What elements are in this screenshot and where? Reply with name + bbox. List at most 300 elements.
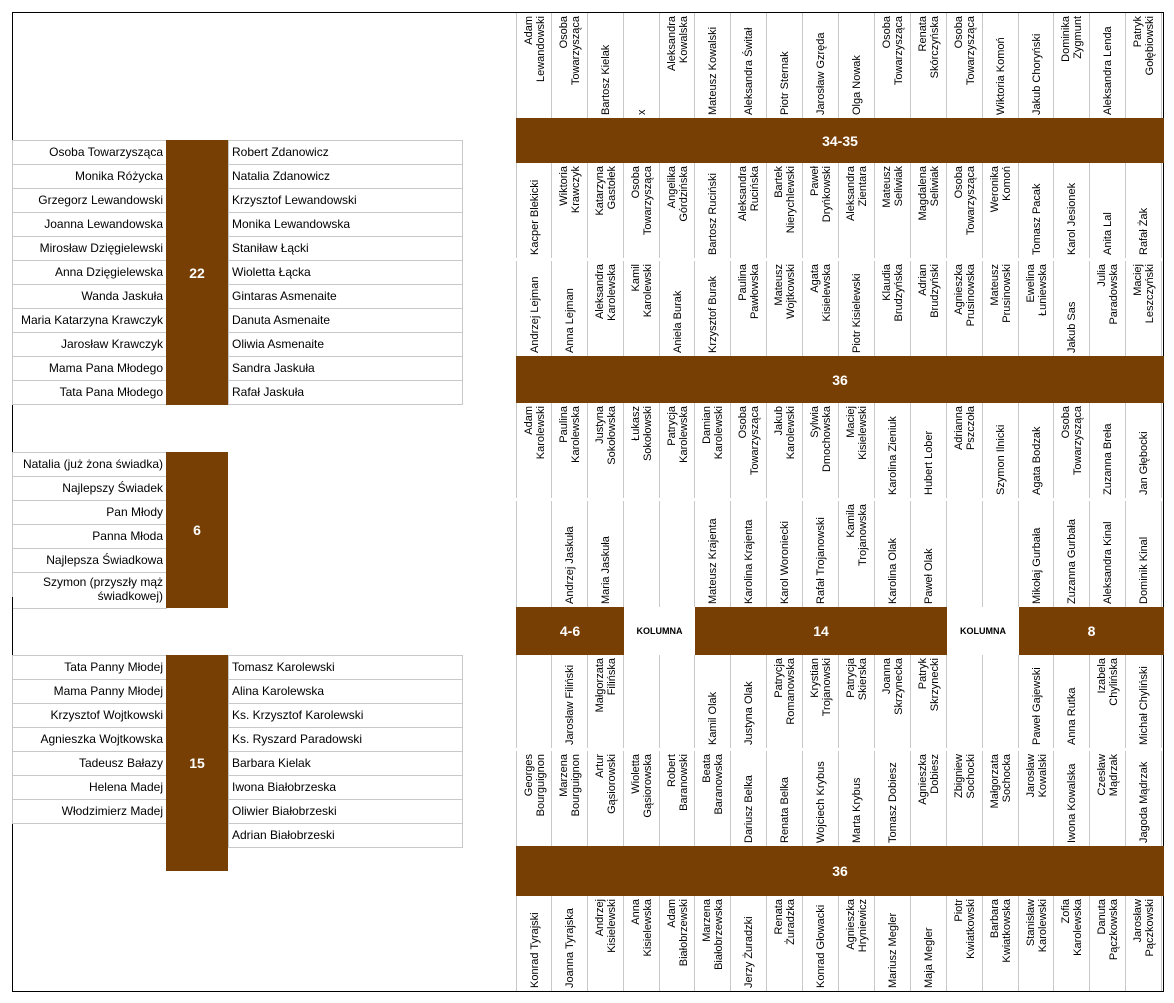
guest-name: Mama Panny Młodej (53, 684, 163, 698)
guest-name-line: Kisielewski (857, 406, 870, 460)
seat-cell (1055, 501, 1091, 607)
seat-cell (624, 751, 660, 846)
seat-cell (1090, 896, 1126, 991)
guest-name-line: Komoń (1000, 166, 1013, 201)
seat-cell (624, 261, 660, 356)
guest-name: Wioletta Łącka (232, 265, 311, 279)
guest-row (229, 680, 462, 704)
guest-name (666, 899, 690, 988)
guest-name: Monika Różycka (74, 169, 163, 183)
seat-cell (1019, 163, 1055, 258)
guest-name-line: Zbigniew (952, 754, 965, 799)
table-band: 34-35 (516, 118, 1164, 163)
guest-name-line: Wojtkowski (785, 264, 798, 319)
seat-cell (1126, 751, 1162, 846)
seat-cell (911, 261, 947, 356)
guest-row (13, 525, 167, 549)
guest-name-line: Sylwia (809, 406, 822, 438)
guest-name-line: Baranowski (677, 754, 690, 811)
guest-name-line: Renata Belka (779, 776, 792, 843)
guest-name-line: Sochocki (964, 754, 977, 799)
guest-name (773, 406, 797, 495)
guest-name-line: Angelika (665, 166, 678, 209)
guest-name-line: Leszczyński (1144, 264, 1157, 324)
guest-name (743, 899, 755, 988)
guest-name-line: Damian (701, 406, 714, 444)
seat-cell (803, 13, 839, 118)
guest-row (13, 752, 167, 776)
guest-name (953, 16, 977, 115)
guest-name-line: Brudzyńska (892, 264, 905, 322)
table-15-right-list (228, 655, 463, 848)
guest-row (229, 656, 462, 680)
guest-name (1132, 899, 1156, 988)
guest-row (13, 357, 167, 381)
seat-cell (911, 403, 947, 498)
guest-name (1066, 264, 1078, 353)
guest-name (845, 166, 869, 255)
guest-name-line: Karolewska (569, 406, 582, 463)
guest-name-line: Anna Lejman (563, 288, 576, 353)
guest-name-line: Hubert Lober (922, 430, 935, 495)
guest-row (229, 237, 462, 261)
guest-name (630, 406, 654, 495)
guest-name: Oliwier Białobrzeski (232, 804, 337, 818)
guest-name (851, 264, 863, 353)
seat-cell (516, 896, 552, 991)
guest-name (917, 658, 941, 745)
guest-name-line: Lewandowski (534, 16, 547, 83)
guest-row (229, 309, 462, 333)
guest-name-line: Aleksandra Świtał (743, 27, 756, 115)
guest-name (917, 754, 941, 843)
seat-cell (1090, 261, 1126, 356)
guest-name-line: Mateusz Krajenta (707, 518, 720, 604)
guest-name-line: Paradowska (1108, 264, 1121, 325)
guest-name-line: Aleksandra (593, 264, 606, 320)
guest-name-line: Anna (629, 899, 642, 925)
guest-name-line: Karolewski (713, 406, 726, 460)
guest-name-line: Bourguignon (534, 754, 547, 817)
seat-cell (552, 403, 588, 498)
guest-name-line: Dmochowska (821, 406, 834, 473)
guest-name-line: Skierska (857, 658, 870, 701)
guest-name-line: Paweł Gajewski (1030, 667, 1043, 745)
guest-name: Natalia (już żona świadka) (22, 457, 163, 471)
table-band: 4-6 (516, 607, 624, 655)
seat-cell (767, 501, 803, 607)
guest-name: Panna Młoda (92, 529, 163, 543)
guest-name-line: Łukasz (629, 406, 642, 441)
seat-cell (911, 896, 947, 991)
guest-name-line: Stanisław (1024, 899, 1037, 947)
guest-name-line: Bourguignon (569, 754, 582, 817)
guest-name-line: Adrian (916, 264, 929, 296)
guest-name-line: Bartosz Kielak (599, 44, 612, 115)
guest-name: Danuta Asmenaite (232, 313, 331, 327)
seat-cell (839, 261, 875, 356)
seat-cell (1019, 501, 1055, 607)
guest-name (743, 504, 755, 604)
guest-name (743, 754, 755, 843)
guest-name-line: Sokołowski (641, 406, 654, 462)
guest-name-line: Gąsiorowski (605, 754, 618, 814)
guest-name-line: Baranowska (713, 754, 726, 815)
guest-name-line: Kowalska (677, 16, 690, 64)
guest-name-line: Pszczoła (964, 406, 977, 451)
guest-name-line: Anna Rutka (1066, 687, 1079, 745)
guest-name (1096, 264, 1120, 353)
guest-name-line: Rafał Trojanowski (815, 517, 828, 604)
guest-name (529, 899, 541, 988)
guest-name (523, 406, 547, 495)
guest-name (917, 264, 941, 353)
guest-name-line: Aniela Burak (671, 290, 684, 353)
guest-name-line: Karolewska (605, 264, 618, 321)
guest-name-line: Patrycja (773, 658, 786, 698)
guest-name-line: Filińska (605, 658, 618, 696)
guest-name (701, 406, 725, 495)
guest-name-line: Wioletta (629, 754, 642, 794)
seat-cell (624, 655, 660, 748)
guest-row (13, 477, 167, 501)
guest-name-line: Patrycja (665, 406, 678, 446)
seat-cell (624, 13, 660, 118)
table-band: 8 (1019, 607, 1164, 655)
guest-name (989, 264, 1013, 353)
guest-name-line: Towarzysząca (569, 16, 582, 86)
guest-row (13, 261, 167, 285)
seat-cell (947, 163, 983, 258)
seat-cell (624, 163, 660, 258)
guest-name (1031, 166, 1043, 255)
guest-row (13, 573, 167, 609)
seat-cell (947, 896, 983, 991)
seat-cell (588, 896, 624, 991)
seat-cell (983, 163, 1019, 258)
guest-name-line: Justyna Olak (743, 681, 756, 745)
guest-row (13, 141, 167, 165)
seat-cell (875, 501, 911, 607)
guest-name (773, 658, 797, 745)
guest-name (630, 754, 654, 843)
guest-name-line: Konrad Tyrajski (528, 912, 541, 988)
guest-name-line: Dominika (1060, 16, 1073, 62)
seat-cell (1126, 261, 1162, 356)
table-22-left-list (12, 140, 167, 405)
guest-name-line: Dryńkowski (821, 166, 834, 223)
guest-name-line: Aleksandra (665, 16, 678, 72)
guest-name-line: Mateusz (880, 166, 893, 208)
seat-cell (875, 13, 911, 118)
guest-name (815, 504, 827, 604)
seat-cell (839, 751, 875, 846)
guest-name: Tadeusz Bałazy (78, 756, 163, 770)
guest-name (917, 166, 941, 255)
guest-name (1138, 406, 1150, 495)
seat-cell (624, 896, 660, 991)
guest-name (779, 504, 791, 604)
seat-cell (552, 896, 588, 991)
seat-cell (1126, 655, 1162, 748)
seat-cell (839, 163, 875, 258)
guest-row (229, 776, 462, 800)
guest-name-line: Jerzy Żuradzki (743, 916, 756, 988)
guest-name (666, 166, 690, 255)
seat-cell (1090, 751, 1126, 846)
seat-cell (839, 13, 875, 118)
seat-cell (516, 751, 552, 846)
guest-name (666, 16, 690, 115)
guest-name-line: Dominik Kinal (1138, 536, 1151, 604)
guest-name-line: Kowalski (1036, 754, 1049, 798)
seat-cell (660, 13, 696, 118)
seat-cell (516, 261, 552, 356)
guest-name-line: Skórczyńska (928, 16, 941, 79)
guest-name-line: Aleksandra Kinal (1102, 521, 1115, 604)
guest-row (13, 776, 167, 800)
guest-name (1138, 658, 1150, 745)
guest-name: Barbara Kielak (232, 756, 311, 770)
table-band: KOLUMNA (947, 607, 1019, 655)
guest-name-line: Marzena (701, 899, 714, 942)
guest-name-line: Dariusz Belka (743, 775, 756, 843)
seat-cell (947, 13, 983, 118)
guest-name-line: Renata (916, 16, 929, 52)
guest-name (1096, 658, 1120, 745)
guest-row (13, 501, 167, 525)
guest-name-line: Kisielewska (821, 264, 834, 322)
guest-name-line: Łuniewska (1036, 264, 1049, 316)
seat-cell (696, 13, 732, 118)
guest-name-line: Tomasz Dobiesz (886, 762, 899, 843)
guest-name-line: Kacper Blekicki (528, 179, 541, 255)
guest-name-line: Andrzej Jaskuła (563, 526, 576, 604)
guest-name-line: Wojciech Krybus (815, 761, 828, 843)
guest-name-line: Karolewski (641, 264, 654, 318)
seat-cell (1055, 896, 1091, 991)
guest-name-line: Rucińska (749, 166, 762, 212)
guest-name-line: Towarzysząca (749, 406, 762, 476)
guest-row (13, 549, 167, 573)
seat-cell (731, 13, 767, 118)
seat-cell (875, 163, 911, 258)
guest-name-line: Gastołek (605, 166, 618, 210)
guest-name (1096, 754, 1120, 843)
guest-name: Tata Pana Młodego (59, 385, 163, 399)
guest-name (851, 754, 863, 843)
guest-name-line: Artur (593, 754, 606, 778)
seat-cell (1090, 13, 1126, 118)
guest-name-line: Osoba (880, 16, 893, 49)
guest-name (594, 899, 618, 988)
guest-name-line: Karolewski (785, 406, 798, 460)
guest-name-line: Karolina Zieniuk (886, 416, 899, 495)
guest-name-line: Maja Megler (922, 927, 935, 988)
guest-name (1096, 899, 1120, 988)
guest-name-line: Mądrzak (1108, 754, 1121, 797)
table-6-left-list (12, 452, 167, 603)
guest-name-line: Aleksandra Lenda (1102, 26, 1115, 115)
guest-row (229, 824, 462, 848)
seat-cell (983, 751, 1019, 846)
seat-cell (803, 501, 839, 607)
guest-name (1060, 899, 1084, 988)
guest-name (630, 899, 654, 988)
seat-cell (1055, 163, 1091, 258)
seat-cell (875, 403, 911, 498)
seat-cell (696, 163, 732, 258)
seat-cell (588, 13, 624, 118)
guest-name: Helena Madej (88, 780, 163, 794)
guest-name (564, 899, 576, 988)
guest-name-line: Andrzej (593, 899, 606, 937)
table-band: 36 (516, 846, 1164, 896)
guest-name (1025, 899, 1049, 988)
guest-name-line: Patryk (1132, 16, 1145, 48)
seat-cell (983, 501, 1019, 607)
guest-name (953, 264, 977, 353)
seat-cell (767, 13, 803, 118)
guest-name-line: Jarosław Filiński (563, 664, 576, 745)
guest-row (13, 656, 167, 680)
seat-cell (731, 403, 767, 498)
seat-cell (803, 896, 839, 991)
guest-row (13, 800, 167, 824)
table-15-block: 15 (166, 655, 228, 871)
guest-name: Agnieszka Wojtkowska (40, 732, 163, 746)
guest-name (707, 504, 719, 604)
guest-name (1031, 504, 1043, 604)
seat-cell (552, 501, 588, 607)
seat-cell (767, 163, 803, 258)
guest-name-line: Agnieszka (916, 754, 929, 805)
guest-name-line: Towarzysząca (964, 16, 977, 86)
seat-cell (1090, 501, 1126, 607)
guest-name-line: Jan Głębocki (1138, 431, 1151, 495)
guest-name-line: Iwona Kowalska (1066, 763, 1079, 843)
guest-name-line: Karolewska (677, 406, 690, 463)
guest-name-line: Bartosz Ruciński (707, 173, 720, 255)
guest-row (13, 237, 167, 261)
guest-name (887, 899, 899, 988)
guest-name-line: Czesław (1096, 754, 1109, 796)
guest-name: Robert Zdanowicz (232, 145, 329, 159)
guest-name-line: Małgorzata (593, 658, 606, 713)
seat-cell (588, 655, 624, 748)
guest-name-line: Karol Woroniecki (779, 521, 792, 604)
guest-name-line: Katarzyna (593, 166, 606, 216)
guest-name (887, 406, 899, 495)
guest-name-line: Mateusz (988, 264, 1001, 306)
guest-name-line: Prusinowski (1000, 264, 1013, 323)
guest-row (13, 213, 167, 237)
guest-name-line: Maria Jaskuła (599, 536, 612, 604)
guest-name-line: Patryk (916, 658, 929, 690)
seat-cell (983, 261, 1019, 356)
guest-name-line: Karolewski (1036, 899, 1049, 953)
seat-cell (1090, 403, 1126, 498)
guest-name: Najlepsza Świadkowa (46, 553, 163, 567)
guest-name-line: Sokołowska (605, 406, 618, 465)
seat-cell (516, 655, 552, 748)
guest-name-line: Marzena (557, 754, 570, 797)
guest-name (558, 166, 582, 255)
guest-name-line: Kisielewski (605, 899, 618, 953)
seat-cell (1126, 13, 1162, 118)
guest-name-line: Mikołaj Gurbała (1030, 527, 1043, 604)
seat-cell (1126, 501, 1162, 607)
table-band: KOLUMNA (624, 607, 695, 655)
guest-name-line: Krzysztof Burak (707, 275, 720, 353)
guest-name (1102, 166, 1114, 255)
guest-name-line: Paweł (809, 166, 822, 196)
guest-row (229, 752, 462, 776)
guest-name: Pan Młody (106, 505, 163, 519)
guest-name (989, 166, 1013, 255)
guest-name-line: Mateusz (773, 264, 786, 306)
guest-name-line: Paweł Olak (922, 548, 935, 604)
guest-name-line: Barbara (988, 899, 1001, 939)
guest-row (229, 800, 462, 824)
guest-name-line: Adam (665, 899, 678, 928)
guest-name (923, 504, 935, 604)
guest-name-line: Izabela (1096, 658, 1109, 694)
seat-cell (947, 655, 983, 748)
guest-name-line: Kamil (629, 264, 642, 292)
guest-name-line: Adam (522, 406, 535, 435)
seat-cell (1055, 403, 1091, 498)
guest-name: Sandra Jaskuła (232, 361, 315, 375)
guest-name (773, 899, 797, 988)
seat-cell (731, 751, 767, 846)
seat-cell (588, 261, 624, 356)
table-band: 36 (516, 356, 1164, 403)
guest-name-line: Gąsiorowska (641, 754, 654, 818)
guest-row (229, 381, 462, 405)
guest-row (13, 381, 167, 405)
seat-cell (1019, 751, 1055, 846)
seat-cell (696, 501, 732, 607)
guest-name (881, 166, 905, 255)
guest-name-line: Tomasz Pacak (1030, 183, 1043, 255)
guest-name: Tomasz Karolewski (232, 660, 335, 674)
guest-name: Jarosław Krawczyk (60, 337, 163, 351)
guest-name (630, 166, 654, 255)
seat-cell (660, 501, 696, 607)
seat-cell (1055, 655, 1091, 748)
guest-name: Adrian Białobrzeski (232, 828, 335, 842)
seat-cell (516, 501, 552, 607)
seat-cell (911, 13, 947, 118)
guest-row (13, 189, 167, 213)
seat-cell (803, 655, 839, 748)
guest-name (779, 16, 791, 115)
seat-cell (731, 163, 767, 258)
guest-name (737, 264, 761, 353)
guest-name-line: Pawłowska (749, 264, 762, 320)
guest-name (523, 754, 547, 843)
guest-name (564, 658, 576, 745)
guest-name-line: Robert (665, 754, 678, 788)
guest-name-line: Prusinowska (964, 264, 977, 327)
guest-name-line: Jakub Choryński (1030, 33, 1043, 115)
guest-name-line: Justyna (593, 406, 606, 444)
guest-name-line: Olga Nowak (851, 55, 864, 115)
seat-cell (767, 751, 803, 846)
guest-name (851, 16, 863, 115)
guest-name-line: Danuta (1096, 899, 1109, 935)
